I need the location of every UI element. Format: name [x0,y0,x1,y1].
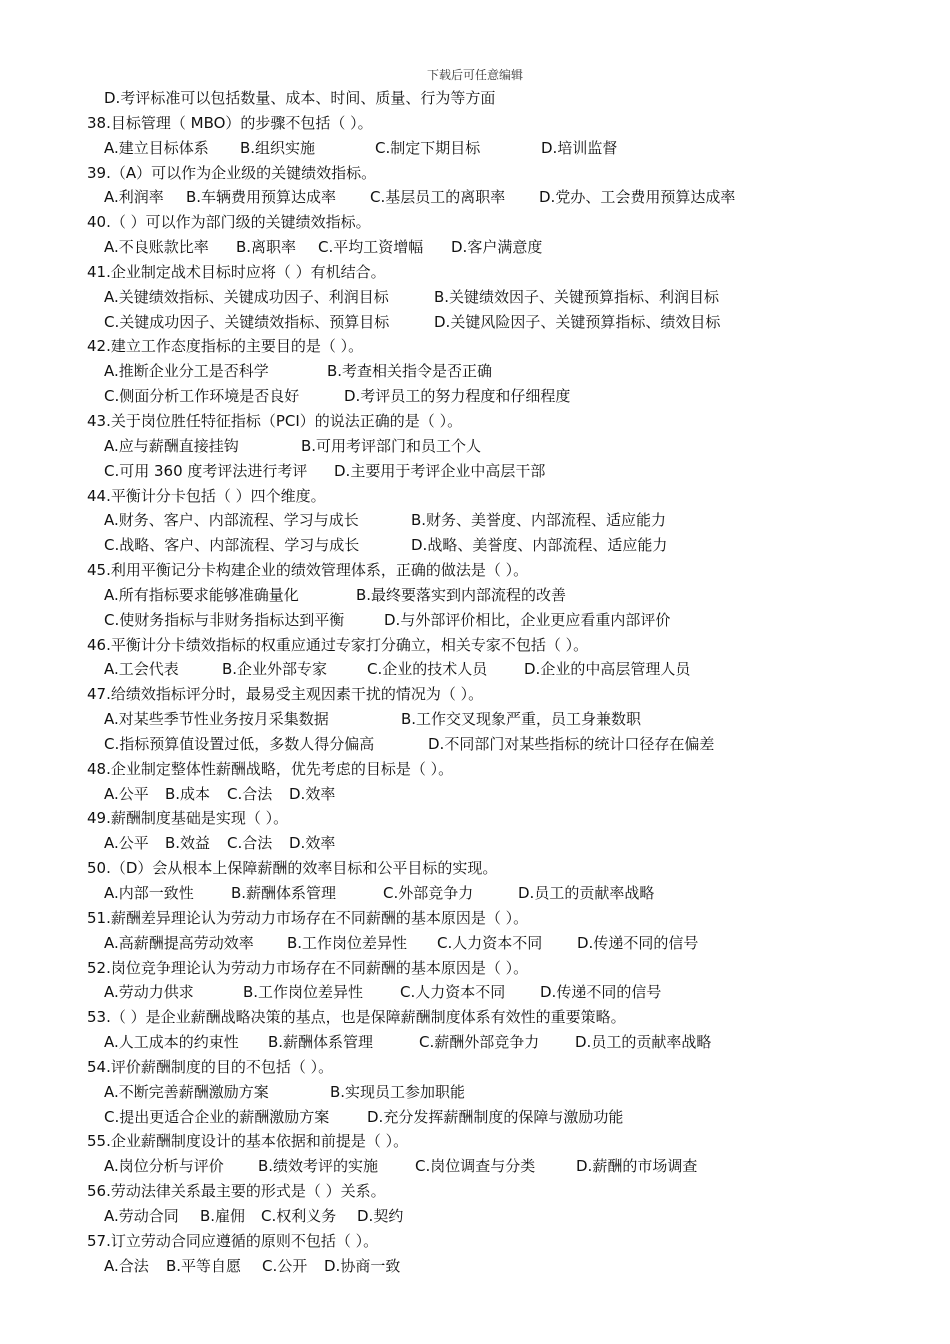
question-line [0,1179,950,1204]
option-text: B.薪酬体系管理 [268,1033,374,1052]
question-line [0,633,950,658]
option-text: D.客户满意度 [451,238,543,257]
option-text: C.基层员工的离职率 [370,188,506,207]
option-text: D.传递不同的信号 [577,933,699,952]
option-text: A.劳动力供求 [104,983,194,1002]
question-line [0,757,950,782]
options-line [0,1030,950,1055]
option-text: B.考查相关指令是否正确 [327,362,493,381]
options-line [0,136,950,161]
option-text: B.雇佣 [200,1206,246,1225]
question-text: 41.企业制定战术目标时应将（ ）有机结合。 [87,262,386,281]
option-text: B.实现员工参加职能 [330,1082,466,1101]
option-text: A.利润率 [104,188,164,207]
option-text: D.员工的贡献率战略 [518,884,655,902]
option-text: B.离职率 [236,238,297,257]
option-text: A.财务、客户、内部流程、学习与成长 [104,511,359,530]
option-text: C.战略、客户、内部流程、学习与成长 [104,536,360,555]
options-line [0,86,950,111]
option-text: D.契约 [357,1206,404,1225]
options-line [0,881,950,906]
option-text: C.外部竞争力 [383,884,474,902]
option-text: B.最终要落实到内部流程的改善 [356,585,567,604]
options-line [0,359,950,384]
options-line [0,1080,950,1105]
option-text: A.岗位分析与评价 [104,1157,224,1176]
options-line [0,980,950,1005]
question-line [0,1229,950,1254]
option-text: C.制定下期目标 [375,138,481,157]
option-text: C.可用 360 度考评法进行考评 [104,461,308,480]
option-text: D.与外部评价相比，企业更应看重内部评价 [384,610,671,629]
options-line [0,459,950,484]
option-text: C.人力资本不同 [437,933,543,952]
question-line [0,1129,950,1154]
options-line [0,931,950,956]
option-text: A.对某些季节性业务按月采集数据 [104,710,329,729]
question-text: 48.企业制定整体性薪酬战略，优先考虑的目标是（ ）。 [87,759,454,778]
option-text: B.平等自愿 [166,1256,242,1275]
options-line [0,1204,950,1229]
question-line [0,409,950,434]
option-text: C.指标预算值设置过低，多数人得分偏高 [104,734,375,753]
question-line [0,806,950,831]
question-text: 50.（D）会从根本上保障薪酬的效率目标和公平目标的实现。 [87,859,498,878]
question-line [0,260,950,285]
option-text: D.传递不同的信号 [540,983,662,1002]
question-line [0,682,950,707]
option-text: C.公开 [262,1256,308,1275]
option-text: B.成本 [165,784,211,803]
option-text: B.车辆费用预算达成率 [186,188,337,207]
question-text: 54.评价薪酬制度的目的不包括（ ）。 [87,1057,334,1076]
question-line [0,484,950,509]
option-text: A.建立目标体系 [104,138,209,157]
option-text: A.人工成本的约束性 [104,1033,239,1052]
option-text: A.所有指标要求能够准确量化 [104,585,299,604]
option-text: D.主要用于考评企业中高层干部 [334,461,546,480]
options-line [0,1105,950,1130]
question-line [0,161,950,186]
option-text: A.公平 [104,784,149,803]
option-text: B.可用考评部门和员工个人 [301,436,482,455]
option-text: A.关键绩效指标、关键成功因子、利润目标 [104,287,389,306]
question-text: 46.平衡计分卡绩效指标的权重应通过专家打分确立，相关专家不包括（ ）。 [87,635,589,654]
option-text: A.内部一致性 [104,884,194,902]
option-text: C.侧面分析工作环境是否良好 [104,387,300,406]
option-text: A.高薪酬提高劳动效率 [104,933,254,952]
option-text: D.党办、工会费用预算达成率 [539,188,736,207]
option-text: D.考评标准可以包括数量、成本、时间、质量、行为等方面 [104,89,496,107]
question-text: 52.岗位竞争理论认为劳动力市场存在不同薪酬的基本原因是（ ）。 [87,958,529,977]
question-text: 53.（ ）是企业薪酬战略决策的基点，也是保障薪酬制度体系有效性的重要策略。 [87,1008,626,1027]
option-text: A.公平 [104,834,149,853]
option-text: D.充分发挥薪酬制度的保障与激励功能 [367,1107,624,1126]
question-line [0,334,950,359]
option-text: B.工作交叉现象严重，员工身兼数职 [401,710,642,729]
options-line [0,831,950,856]
option-text: B.企业外部专家 [222,660,328,679]
options-line [0,608,950,633]
option-text: B.绩效考评的实施 [258,1157,379,1176]
option-text: A.合法 [104,1256,149,1275]
option-text: D.效率 [289,784,336,803]
question-text: 57.订立劳动合同应遵循的原则不包括（ ）。 [87,1231,379,1250]
option-text: A.应与薪酬直接挂钩 [104,436,239,455]
option-text: C.薪酬外部竞争力 [419,1033,540,1052]
option-text: A.工会代表 [104,660,179,679]
option-text: B.关键绩效因子、关键预算指标、利润目标 [434,287,720,306]
option-text: D.关键风险因子、关键预算指标、绩效目标 [434,312,721,331]
options-line [0,1154,950,1179]
question-text: 40.（ ）可以作为部门级的关键绩效指标。 [87,213,371,232]
page-header: 下载后可任意编辑 [426,68,523,82]
option-text: B.工作岗位差异性 [287,933,408,952]
question-text: 51.薪酬差异理论认为劳动力市场存在不同薪酬的基本原因是（ ）。 [87,908,529,927]
option-text: C.关键成功因子、关键绩效指标、预算目标 [104,312,390,331]
option-text: C.使财务指标与非财务指标达到平衡 [104,610,345,629]
options-line [0,285,950,310]
question-line [0,1055,950,1080]
option-text: C.合法 [227,834,273,853]
option-text: C.企业的技术人员 [367,660,488,679]
question-line [0,210,950,235]
options-line [0,508,950,533]
options-line [0,384,950,409]
option-text: A.不断完善薪酬激励方案 [104,1082,269,1101]
option-text: C.权利义务 [261,1206,337,1225]
option-text: C.合法 [227,784,273,803]
question-text: 56.劳动法律关系最主要的形式是（ ）关系。 [87,1182,386,1201]
option-text: B.效益 [165,834,211,853]
options-line [0,782,950,807]
options-line [0,185,950,210]
question-line [0,111,950,136]
option-text: B.薪酬体系管理 [231,884,337,902]
option-text: B.组织实施 [240,138,316,157]
question-line [0,856,950,881]
question-text: 42.建立工作态度指标的主要目的是（ ）。 [87,337,364,356]
question-text: 45.利用平衡记分卡构建企业的绩效管理体系，正确的做法是（ ）。 [87,561,529,580]
option-text: C.提出更适合企业的薪酬激励方案 [104,1107,330,1126]
option-text: C.人力资本不同 [400,983,506,1002]
option-text: D.薪酬的市场调查 [576,1157,698,1176]
question-line [0,956,950,981]
question-text: 38.目标管理（ MBO）的步骤不包括（ ）。 [87,113,373,132]
question-text: 47.给绩效指标评分时，最易受主观因素干扰的情况为（ ）。 [87,685,484,704]
document-body [0,86,950,1279]
question-text: 39.（A）可以作为企业级的关键绩效指标。 [87,163,377,182]
question-line [0,906,950,931]
options-line [0,533,950,558]
options-line [0,732,950,757]
option-text: D.协商一致 [324,1256,401,1275]
question-text: 55.企业薪酬制度设计的基本依据和前提是（ ）。 [87,1132,409,1151]
option-text: C.岗位调查与分类 [415,1157,536,1176]
options-line [0,434,950,459]
options-line [0,310,950,335]
options-line [0,235,950,260]
option-text: B.财务、美誉度、内部流程、适应能力 [411,511,667,530]
question-text: 44.平衡计分卡包括（ ）四个维度。 [87,486,326,505]
option-text: D.培训监督 [541,138,618,157]
option-text: A.劳动合同 [104,1206,179,1225]
option-text: C.平均工资增幅 [318,238,424,257]
question-line [0,1005,950,1030]
option-text: D.企业的中高层管理人员 [524,660,691,679]
question-line [0,558,950,583]
option-text: A.推断企业分工是否科学 [104,362,269,381]
options-line [0,707,950,732]
question-text: 43.关于岗位胜任特征指标（PCI）的说法正确的是（ ）。 [87,411,463,430]
option-text: D.效率 [289,834,336,853]
option-text: D.不同部门对某些指标的统计口径存在偏差 [428,734,715,753]
options-line [0,657,950,682]
question-text: 49.薪酬制度基础是实现（ ）。 [87,809,289,828]
option-text: A.不良账款比率 [104,238,209,257]
option-text: D.考评员工的努力程度和仔细程度 [344,387,571,406]
options-line [0,1254,950,1279]
option-text: B.工作岗位差异性 [243,983,364,1002]
option-text: D.员工的贡献率战略 [575,1033,712,1052]
option-text: D.战略、美誉度、内部流程、适应能力 [411,536,668,555]
options-line [0,583,950,608]
